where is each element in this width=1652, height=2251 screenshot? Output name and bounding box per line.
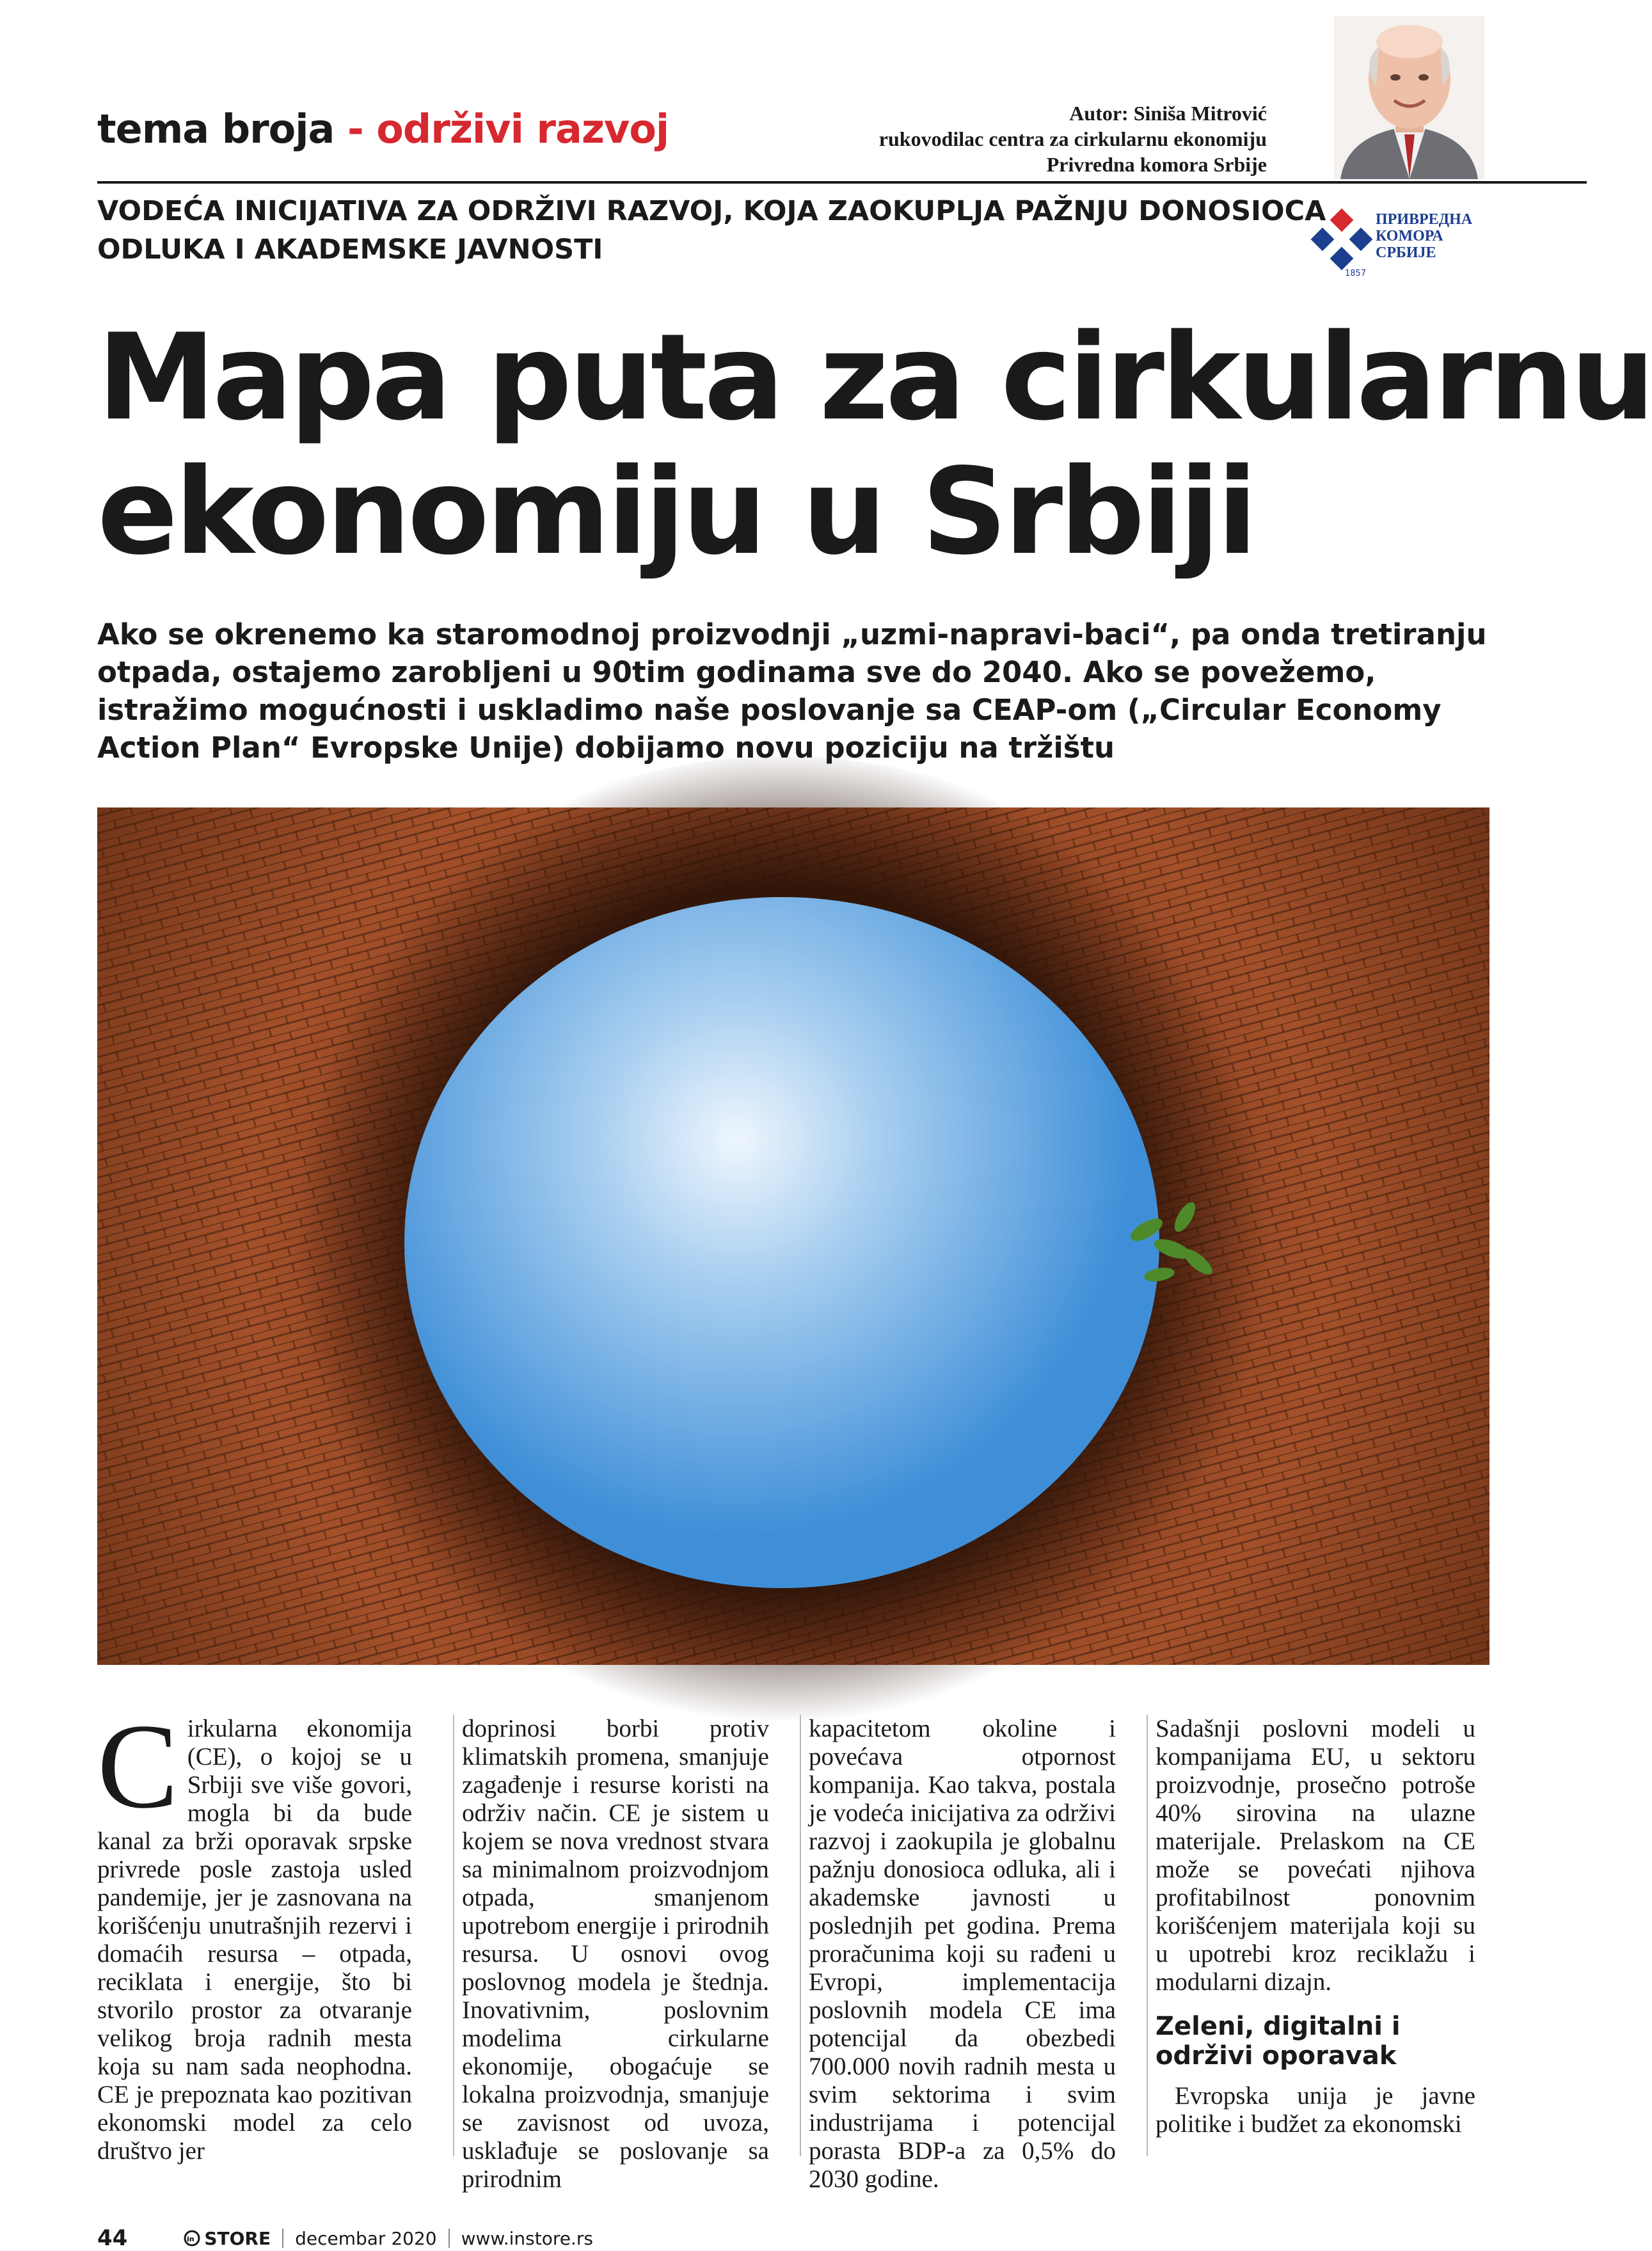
section-topic: održivi razvoj (376, 106, 669, 152)
body-column-4 (1147, 1715, 1475, 2156)
logo-line-1: ПРИВРЕДНА (1376, 211, 1473, 228)
subheading: Zeleni, digitalni i održivi oporavak (1156, 2012, 1401, 2071)
body-text-4: Sadašnji poslovni modeli u kompanijama EU, u sektoru proizvodnje, prosečno potroše 40% sirovina na ulazne materijale. Prelaskom na CE može se povećati njihova profitabilnost ponovnim korišćenjem materijala koji su u upotrebi kroz reciklažu i modularni dizajn. (1156, 1715, 1475, 1996)
body-text-3: kapacitetom okoline i povećava otpornost kompanija. Kao takva, postala je vodeća inicijativa za održivi razvoj i zaokupila je globalnu pažnju donosioca odluka, ali i akademske javnosti u poslednjih pet godina. Prema proračunima koji su rađeni u Evropi, implementacija poslovnih modela CE ima potencijal da obezbedi 700.000 novih radnih mesta u svim sektorima i svim industrijama i potencijal porasta BDP-a za 0,5% do 2030 godine. (809, 1715, 1116, 2193)
footer-divider (449, 2229, 450, 2248)
brand-name: STORE (204, 2227, 271, 2249)
page-footer (97, 2225, 593, 2251)
headline (97, 310, 1652, 579)
kicker-line-1: VODEĆA INICIJATIVA ZA ODRŽIVI RAZVOJ, KOJA ZAOKUPLJA PAŽNJU DONOSIOCA (97, 195, 1326, 227)
svg-text:in: in (187, 2235, 195, 2243)
author-byline (879, 100, 1267, 177)
section-label: tema broja (97, 106, 335, 152)
website-link[interactable]: www.instore.rs (461, 2227, 593, 2249)
logo-year: 1857 (1345, 269, 1367, 278)
author-photo (1334, 16, 1484, 179)
headline-line-2: ekonomiju u Srbiji (97, 442, 1255, 581)
lead-paragraph: Ako se okrenemo ka staromodnoj proizvodnji „uzmi-napravi-baci“, pa onda tretiranju otpada, ostajemo zarobljeni u 90tim godinama sve do 2040. Ako se povežemo, istražimo mogućnosti i uskladimo naše poslovanje sa CEAP-om („Circular Economy Action Plan“ Evropske Unije) dobijamo novu poziciju na tržištu (97, 617, 1487, 765)
body-column-1 (97, 1699, 412, 2165)
magazine-brand (184, 2228, 271, 2249)
drop-cap: C (97, 1699, 179, 1834)
body-text-2: doprinosi borbi protiv klimatskih promena, smanjuje zagađenje i resurse koristi na održiv način. CE je sistem u kojem se nova vrednost stvara sa minimalnom proizvodnjom otpada, smanjenom upotrebom energije i prirodnih resursa. U osnovi ovog poslovnog modela je štednja. Inovativnim, poslovnim modelima cirkularne ekonomije, obogaćuje se lokalna proizvodnja, smanjuje se zavisnost od uvoza, usklađuje se poslovanje sa prirodnim (462, 1715, 769, 2193)
headline-line-1: Mapa puta za cirkularnu (97, 308, 1652, 447)
author-role: rukovodilac centra za cirkularnu ekonomiju (878, 127, 1267, 150)
chamber-logo-text (1376, 211, 1472, 261)
footer-divider (282, 2229, 283, 2248)
section-heading (97, 106, 669, 152)
author-organization: Privredna komora Srbije (1046, 153, 1267, 176)
page-number: 44 (97, 2225, 128, 2251)
issue-date: decembar 2020 (295, 2227, 437, 2249)
body-text-1: irkularna ekonomija (CE), o kojoj se u Srbiji sve više govori, mogla bi da bude kanal za brži oporavak srpske privrede posle zastoja usled pandemije, jer je zasnovana na korišćenju unutrašnjih rezervi i domaćih resursa – otpada, reciklata i energije, što bi stvorilo prostor za otvaranje velikog broja radnih mesta koja su nam sada neophodna. CE je prepoznata kao pozitivan ekonomski model za celo društvo jer (97, 1715, 412, 2165)
brand-circle-icon (184, 2230, 200, 2247)
logo-line-3: СРБИЈЕ (1376, 244, 1436, 261)
header-rule (97, 181, 1587, 184)
author-name: Autor: Siniša Mitrović (1069, 102, 1267, 125)
section-separator: - (347, 106, 363, 152)
body-text-5: Evropska unija je javne politike i budžet za ekonomski (1156, 2082, 1475, 2138)
kicker (97, 192, 1326, 269)
body-column-3 (800, 1715, 1116, 2193)
kicker-line-2: ODLUKA I AKADEMSKE JAVNOSTI (97, 234, 603, 266)
hero-image-brick-well (97, 807, 1489, 1665)
logo-line-2: КОМОРА (1376, 228, 1443, 244)
body-column-2 (453, 1715, 769, 2193)
